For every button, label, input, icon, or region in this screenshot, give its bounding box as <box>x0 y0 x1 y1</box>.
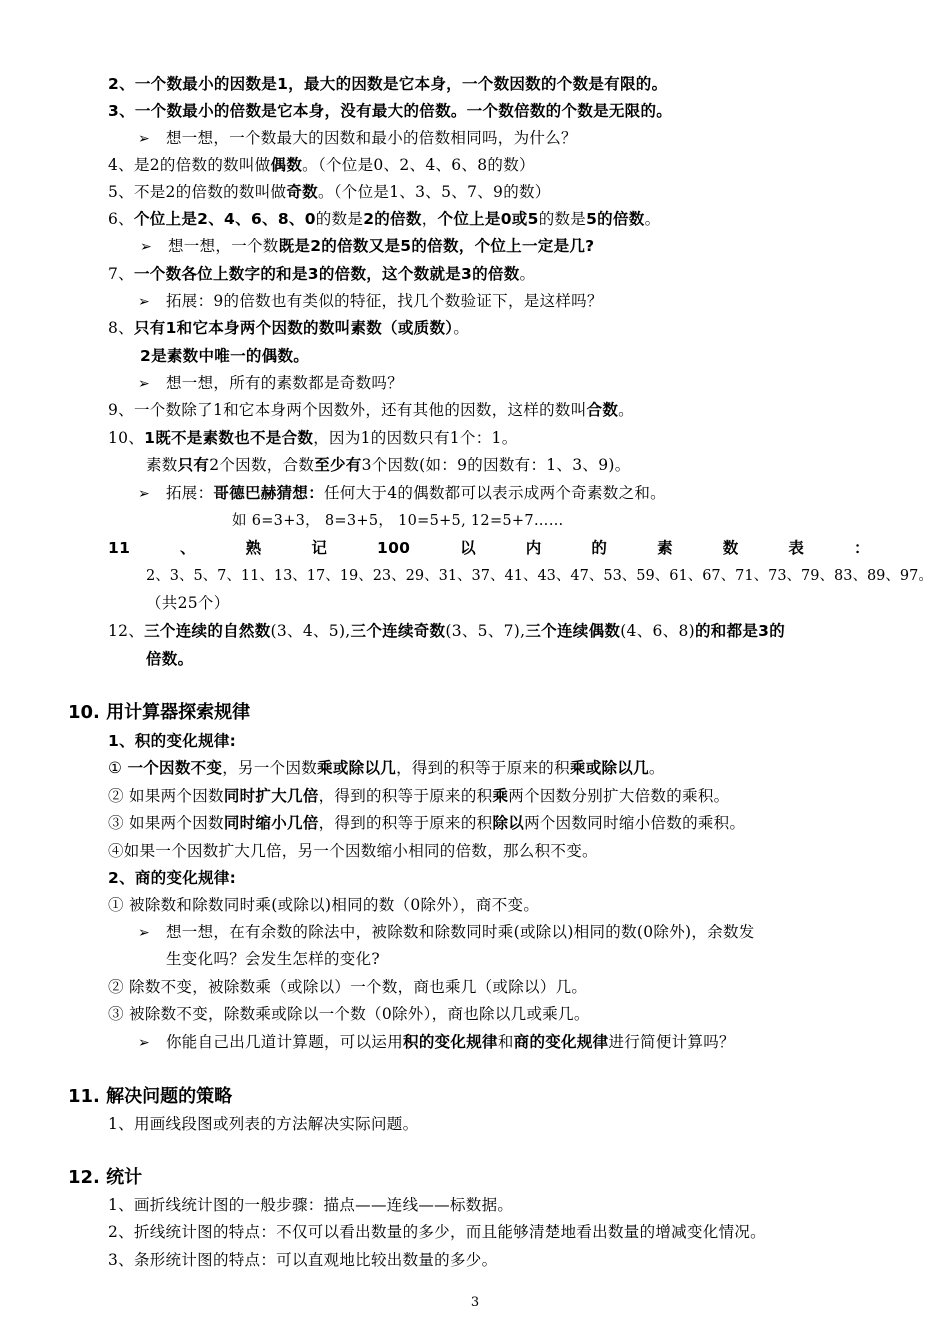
prime-list: 2、3、5、7、11、13、17、19、23、29、31、37、41、43、47、53、59、61、67、71、73、79、83、89、97。 <box>146 568 933 584</box>
sec10-rule2: ② 如果两个因数同时扩大几倍，得到的积等于原来的积乘两个因数分别扩大倍数的乘积。 <box>108 787 730 805</box>
section-10-title: 10. 用计算器探索规律 <box>68 702 251 723</box>
sec10-rule1: ① 一个因数不变，另一个因数乘或除以几，得到的积等于原来的积乘或除以几。 <box>108 759 665 777</box>
item-11-token: 、 <box>180 539 196 557</box>
item-11-token: 熟 <box>245 539 262 557</box>
think-6: ➢ 想一想，一个数既是2的倍数又是5的倍数，个位上一定是几? <box>140 235 940 258</box>
item-11-token: 的 <box>591 539 608 557</box>
item-5: 5、不是2的倍数的数叫做奇数。（个位是1、3、5、7、9的数） <box>108 183 551 201</box>
item-10: 10、1既不是素数也不是合数，因为1的因数只有1个：1。 <box>108 429 518 447</box>
arrow-bullet-icon: ➢ <box>138 294 151 310</box>
arrow-bullet-icon: ➢ <box>140 239 153 255</box>
item-10-detail: 素数只有2个因数，合数至少有3个因数(如：9的因数有：1、3、9)。 <box>146 456 631 474</box>
item-11-token: 11 <box>108 539 131 557</box>
page-number: 3 <box>470 1295 480 1310</box>
sec12-line2: 2、折线统计图的特点：不仅可以看出数量的多少，而且能够清楚地看出数量的增减变化情况。 <box>108 1223 766 1241</box>
arrow-bullet-icon: ➢ <box>138 376 151 392</box>
item-9: 9、一个数除了1和它本身两个因数外，还有其他的因数，这样的数叫合数。 <box>108 401 634 419</box>
goldbach-examples: 如 6=3+3， 8=3+5， 10=5+5, 12=5+7…… <box>232 513 564 529</box>
sec10-think1-cont: 生变化吗？会发生怎样的变化? <box>166 950 381 968</box>
arrow-bullet-icon: ➢ <box>138 486 151 502</box>
sec10-rule4: ④如果一个因数扩大几倍，另一个因数缩小相同的倍数，那么积不变。 <box>108 842 598 860</box>
arrow-bullet-icon: ➢ <box>138 925 151 941</box>
think-8: ➢ 想一想，所有的素数都是奇数吗？ <box>138 372 940 395</box>
sec10-think1: ➢ 想一想，在有余数的除法中，被除数和除数同时乘(或除以)相同的数(0除外)，余数发 <box>138 921 940 944</box>
item-7: 7、一个数各位上数字的和是3的倍数，这个数就是3的倍数。 <box>108 265 536 283</box>
item-11-token: 内 <box>525 539 542 557</box>
item-8-note: 2是素数中唯一的偶数。 <box>140 347 310 365</box>
extend-7: ➢ 拓展：9的倍数也有类似的特征，找几个数验证下，是这样吗？ <box>138 290 940 313</box>
arrow-bullet-icon: ➢ <box>138 131 151 147</box>
item-11-token: 记 <box>311 539 328 557</box>
extend-10: ➢ 拓展：哥德巴赫猜想：任何大于4的偶数都可以表示成两个奇素数之和。 <box>138 482 940 505</box>
section-12-title: 12. 统计 <box>68 1167 143 1188</box>
sec10-quot1: ① 被除数和除数同时乘(或除以)相同的数（0除外），商不变。 <box>108 896 540 914</box>
item-11-token: ： <box>854 539 870 557</box>
item-3: 3、一个数最小的倍数是它本身，没有最大的倍数。一个数倍数的个数是无限的。 <box>108 102 673 120</box>
sec10-sub1: 1、积的变化规律: <box>108 732 237 750</box>
think-3 <box>138 127 940 150</box>
sec10-rule3: ③ 如果两个因数同时缩小几倍，得到的积等于原来的积除以两个因数同时缩小倍数的乘积。 <box>108 814 746 832</box>
arrow-bullet-icon: ➢ <box>138 1035 151 1051</box>
item-2: 2、一个数最小的因数是1，最大的因数是它本身，一个数因数的个数是有限的。 <box>108 75 668 93</box>
item-11 <box>108 537 940 559</box>
item-4: 4、是2的倍数的数叫做偶数。（个位是0、2、4、6、8的数） <box>108 156 535 174</box>
sec10-quot2: ② 除数不变，被除数乘（或除以）一个数，商也乘几（或除以）几。 <box>108 978 588 996</box>
item-12: 12、三个连续的自然数(3、4、5),三个连续奇数(3、5、7),三个连续偶数(4、6、8)的和都是3的 <box>108 622 786 640</box>
sec10-quot3: ③ 被除数不变，除数乘或除以一个数（0除外），商也除以几或乘几。 <box>108 1005 590 1023</box>
section-11-title: 11. 解决问题的策略 <box>68 1086 233 1107</box>
item-12-cont: 倍数。 <box>146 650 194 668</box>
item-11-spaced-row <box>108 537 870 559</box>
sec12-line1: 1、画折线统计图的一般步骤：描点——连线——标数据。 <box>108 1196 514 1214</box>
item-6: 6、个位上是2、4、6、8、0的数是2的倍数，个位上是0或5的数是5的倍数。 <box>108 210 661 228</box>
sec12-line3: 3、条形统计图的特点：可以直观地比较出数量的多少。 <box>108 1251 498 1269</box>
item-11-token: 素 <box>657 539 673 557</box>
item-11-token: 以 <box>460 539 476 557</box>
think-3-text: 想一想，一个数最大的因数和最小的倍数相同吗，为什么？ <box>166 129 577 147</box>
item-11-token: 表 <box>788 539 805 557</box>
prime-count: （共25个） <box>146 594 230 612</box>
item-11-token: 数 <box>722 539 739 557</box>
sec10-sub2: 2、商的变化规律: <box>108 869 237 887</box>
item-11-token: 100 <box>376 539 411 557</box>
sec11-line1: 1、用画线段图或列表的方法解决实际问题。 <box>108 1115 419 1133</box>
item-8: 8、只有1和它本身两个因数的数叫素数（或质数）。 <box>108 319 470 337</box>
sec10-think2: ➢ 你能自己出几道计算题，可以运用积的变化规律和商的变化规律进行简便计算吗？ <box>138 1031 940 1054</box>
